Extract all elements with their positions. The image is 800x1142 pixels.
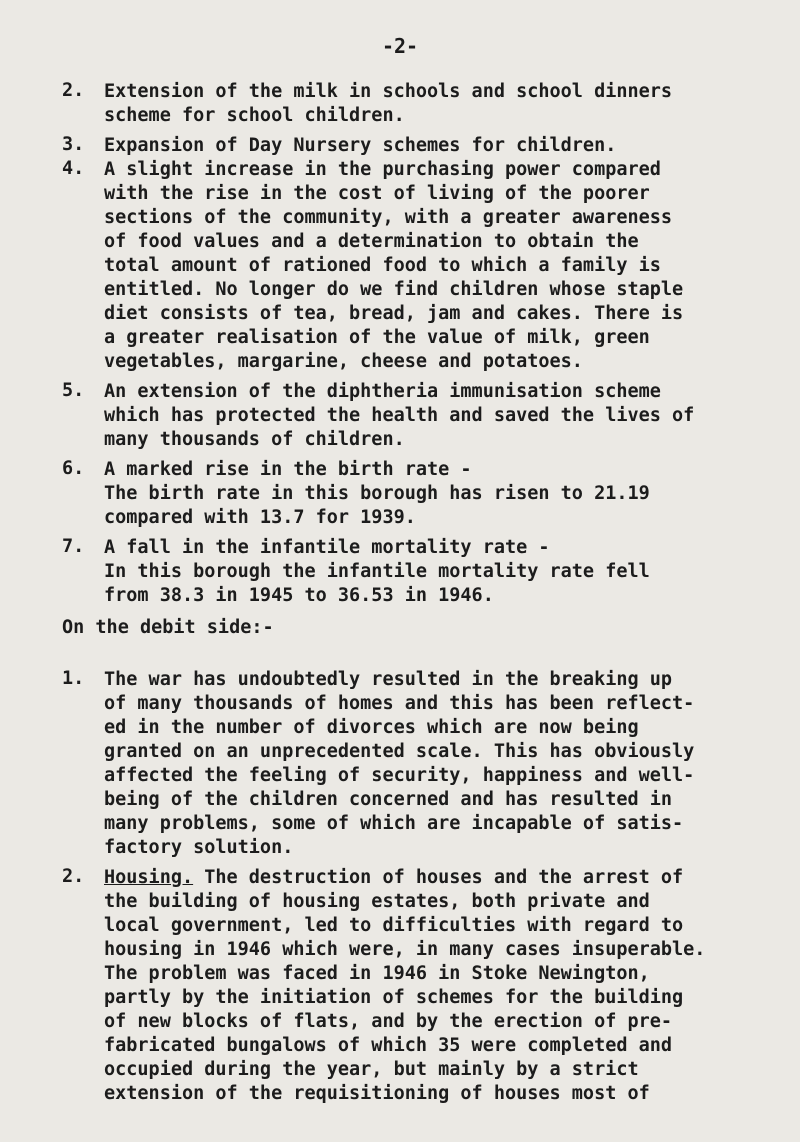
item-number: 2. [62, 80, 85, 101]
text-line: Expansion of Day Nursery schemes for children. [104, 135, 617, 156]
housing-title: Housing. [104, 867, 194, 888]
debit-list [62, 668, 762, 1106]
item-number: 5. [62, 380, 85, 401]
text-line: the building of housing estates, both private and [104, 891, 650, 912]
text-line: entitled. No longer do we find children whose staple [104, 279, 684, 300]
list-item [62, 80, 762, 128]
text-line: vegetables, margarine, cheese and potatoes. [104, 351, 583, 372]
list-item [62, 458, 762, 530]
credit-list [62, 80, 762, 608]
housing-first-line: The destruction of houses and the arrest of [193, 867, 684, 888]
text-line: scheme for school children. [104, 105, 405, 126]
text-line: being of the children concerned and has resulted in [104, 789, 673, 810]
text-line: A fall in the infantile mortality rate - [104, 537, 550, 558]
text-line: total amount of rationed food to which a family is [104, 255, 661, 276]
text-line: In this borough the infantile mortality rate fell [104, 561, 650, 582]
text-line: a greater realisation of the value of milk, green [104, 327, 650, 348]
item-number: 7. [62, 536, 85, 557]
text-line: A slight increase in the purchasing power compared [104, 159, 661, 180]
list-item [62, 158, 762, 374]
text-line [104, 866, 762, 890]
list-item [62, 536, 762, 608]
text-line: factory solution. [104, 837, 294, 858]
text-line: occupied during the year, but mainly by a strict [104, 1059, 639, 1080]
text-line: An extension of the diphtheria immunisation scheme [104, 381, 661, 402]
text-line: housing in 1946 which were, in many cases insuperable. [104, 939, 706, 960]
text-line: of many thousands of homes and this has been reflect- [104, 693, 695, 714]
text-line: compared with 13.7 for 1939. [104, 507, 416, 528]
text-line: affected the feeling of security, happiness and well- [104, 765, 695, 786]
item-number: 2. [62, 866, 85, 887]
item-number: 4. [62, 158, 85, 179]
text-line: granted on an unprecedented scale. This has obviously [104, 741, 695, 762]
text-line: sections of the community, with a greater awareness [104, 207, 673, 228]
text-line: local government, led to difficulties with regard to [104, 915, 684, 936]
text-line: many problems, some of which are incapable of satis- [104, 813, 684, 834]
debit-heading: On the debit side:- [62, 617, 274, 638]
list-item [62, 134, 762, 158]
text-line: with the rise in the cost of living of the poorer [104, 183, 650, 204]
text-line: Extension of the milk in schools and school dinners [104, 81, 673, 102]
text-line: diet consists of tea, bread, jam and cakes. There is [104, 303, 684, 324]
text-line: extension of the requisitioning of houses most of [104, 1083, 650, 1104]
text-line: ed in the number of divorces which are now being [104, 717, 639, 738]
text-line: which has protected the health and saved the lives of [104, 405, 695, 426]
item-number: 3. [62, 134, 85, 155]
text-line: The birth rate in this borough has risen to 21.19 [104, 483, 650, 504]
item-number: 6. [62, 458, 85, 479]
list-item [62, 668, 762, 860]
item-number: 1. [62, 668, 85, 689]
text-line: The problem was faced in 1946 in Stoke Newington, [104, 963, 650, 984]
text-line: partly by the initiation of schemes for the building [104, 987, 684, 1008]
text-line: from 38.3 in 1945 to 36.53 in 1946. [104, 585, 494, 606]
text-line: of food values and a determination to obtain the [104, 231, 639, 252]
text-line: fabricated bungalows of which 35 were completed and [104, 1035, 673, 1056]
text-line: of new blocks of flats, and by the erection of pre- [104, 1011, 673, 1032]
list-item [62, 866, 762, 1106]
list-item [62, 380, 762, 452]
text-line: A marked rise in the birth rate - [104, 459, 472, 480]
text-line: many thousands of children. [104, 429, 405, 450]
text-line: The war has undoubtedly resulted in the breaking up [104, 669, 673, 690]
page-number: -2- [381, 34, 419, 58]
